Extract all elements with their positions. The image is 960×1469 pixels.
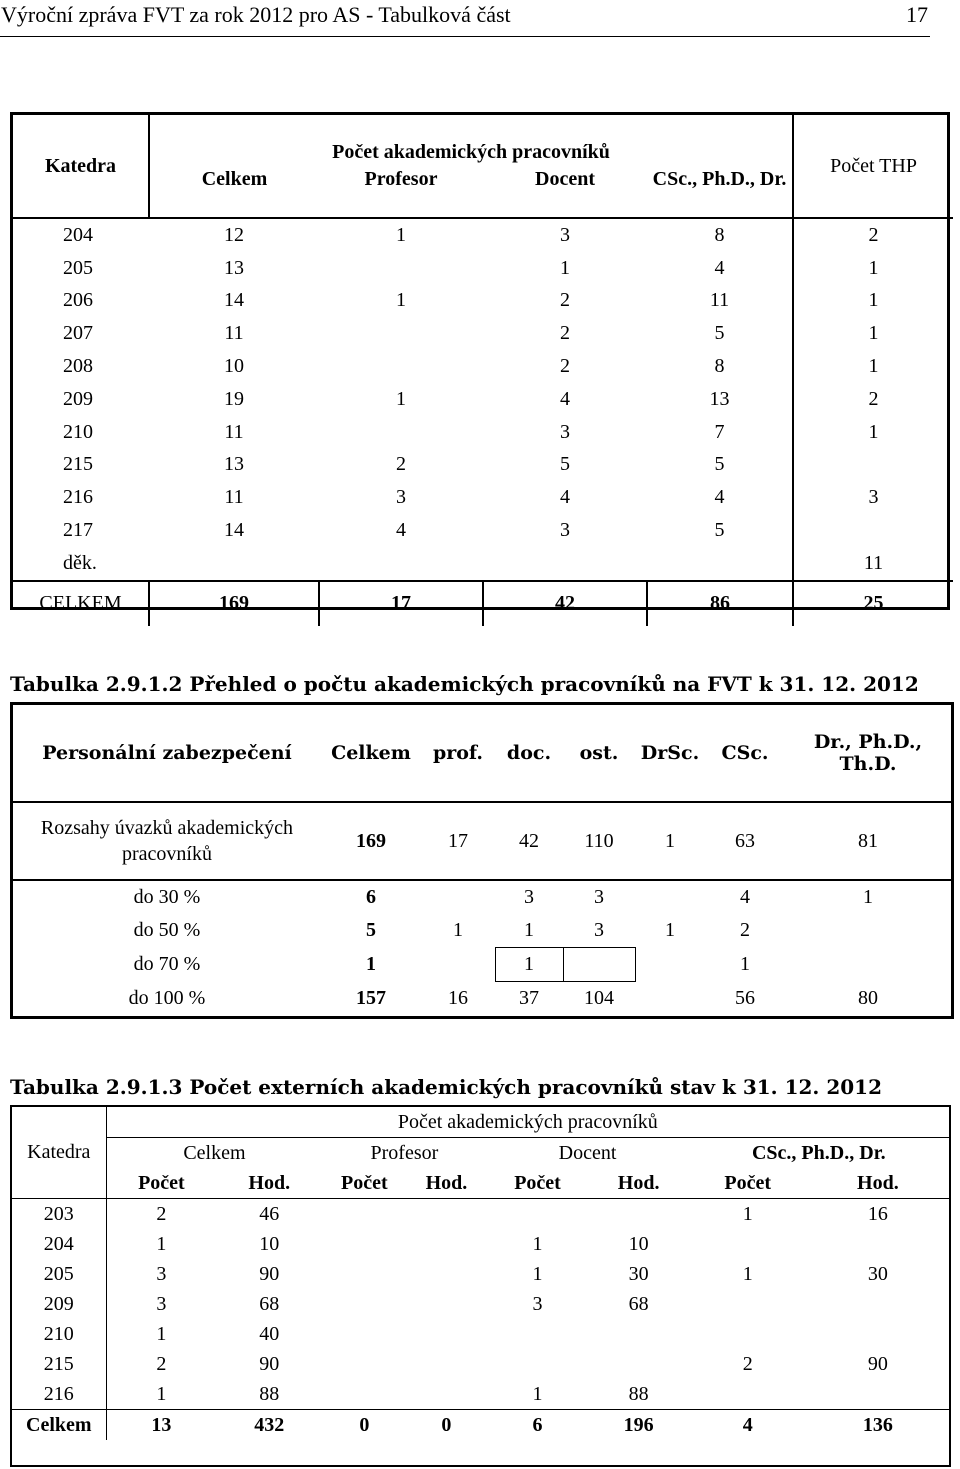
table-cell: 90 [867,1352,888,1375]
col-header: CSc., Ph.D., Dr. [647,168,793,218]
table-cell: 6 [366,886,376,908]
sub-header: Hod. [406,1168,486,1199]
table-cell [319,416,483,449]
table-cell: 4 [396,519,406,542]
table-cell: 4 [560,486,570,509]
col-header: Docent [483,168,647,218]
table-cell [486,1199,588,1230]
table-row [12,1289,949,1319]
table-row [13,914,951,948]
total-cell: 4 [689,1410,807,1441]
table-cell [689,1289,807,1319]
table-cell [589,1349,689,1379]
row-label: do 30 % [133,886,201,908]
header-thp: Počet THP [793,115,953,218]
col-header: CSc., Ph.D., Dr. [751,1141,886,1164]
table-cell [319,350,483,383]
table-cell: 37 [519,987,539,1009]
table-cell: 2 [742,1352,753,1375]
table-cell: 1 [396,289,406,312]
table-row [13,880,951,914]
table-row [13,383,953,416]
table-cell: 1 [495,948,563,982]
table-cell [807,1289,949,1319]
sub-header: Hod. [589,1168,689,1199]
table-cell: 14 [224,519,244,542]
table-cell [635,982,705,1016]
table-cell: 1 [106,1319,216,1349]
table-cell [589,1319,689,1349]
table-cell: 63 [705,802,785,880]
total-label: Celkem [12,1410,106,1441]
table-cell: 68 [259,1292,280,1315]
page-title: Výroční zpráva FVT za rok 2012 pro AS - Tabulková část [1,2,511,27]
row-label: 204 [63,223,93,246]
sub-header: Počet [322,1168,406,1199]
row-label: 210 [63,420,93,443]
table-cell [421,880,495,914]
table-cell: 3 [793,481,953,514]
col-header: Profesor [370,1141,439,1164]
table-cell: 68 [628,1292,649,1315]
table-cell: 1 [532,1262,543,1285]
table-cell: 13 [224,256,244,279]
table-cell [793,514,953,547]
total-cell: 13 [106,1410,216,1441]
table-cell: 1 [863,886,873,908]
table-cell: 12 [224,223,244,246]
table-row [13,948,951,982]
sub-header: Počet [106,1168,216,1199]
table-cell: 1 [793,317,953,350]
table-cell [807,1229,949,1259]
table-cell: 1 [740,953,750,975]
row-label: 215 [43,1352,74,1375]
table-cell: 1 [560,256,570,279]
table-cell [647,547,793,581]
table-cell: 1 [106,1229,216,1259]
table-cell: 56 [735,986,755,1009]
table-cell: 2 [793,383,953,416]
sub-header: Hod. [216,1168,322,1199]
table-cell [689,1319,807,1349]
table-cell: 3 [594,919,604,941]
table-cell: 30 [628,1262,649,1285]
table-cell: 7 [714,420,725,443]
academic-staff-table [10,112,950,615]
table-cell: 2 [740,919,750,942]
table-cell: 1 [396,223,406,246]
table-cell: 88 [259,1382,280,1405]
table-cell: 90 [259,1262,280,1285]
table-row [13,449,953,482]
col-header: Celkem [106,1138,322,1169]
total-cell: 6 [486,1410,588,1441]
table-cell: 1 [635,802,705,880]
row-label: 204 [43,1232,74,1255]
table-caption-3: Tabulka 2.9.1.3 Počet externích akademických pracovníků stav k 31. 12. 2012 [10,1075,883,1099]
table-cell: 11 [224,420,244,443]
table-cell: 169 [321,802,421,880]
row-label: 208 [63,355,93,378]
table-row [13,285,953,318]
table-cell [319,317,483,350]
table-cell: 3 [106,1259,216,1289]
table-cell [406,1289,486,1319]
table-cell: 11 [793,547,953,581]
table-cell [322,1229,406,1259]
row-label: 205 [63,256,93,279]
row-label: 215 [63,453,93,476]
table-cell [807,1319,949,1349]
table-cell: 3 [560,420,570,443]
total-cell: 42 [483,581,647,626]
table-cell [563,948,635,982]
row-label: 210 [43,1322,74,1345]
table-cell [319,547,483,581]
row-label: do 50 % [133,919,201,942]
col-header: Dr., Ph.D., Th.D. [785,705,951,802]
table-cell: 11 [224,486,244,509]
table-row [12,1349,949,1379]
table-cell: 2 [396,453,406,476]
table-cell: 3 [560,519,570,542]
total-cell: 25 [793,581,953,626]
table-row [13,317,953,350]
table-cell [322,1289,406,1319]
table-cell: 5 [714,519,725,542]
header-group: Počet akademických pracovníků [106,1107,949,1138]
staff-workload-table [10,702,954,1019]
table-cell [149,547,319,581]
table-row [13,481,953,514]
table-cell: 1 [793,416,953,449]
table-row [13,416,953,449]
table-cell: 1 [742,1202,753,1225]
table-cell [322,1349,406,1379]
external-staff-table [10,1105,951,1467]
table-cell: 3 [396,486,406,509]
table-cell: 1 [793,285,953,318]
table-row [12,1319,949,1349]
page-number: 17 [906,2,928,27]
total-cell: 136 [807,1410,949,1441]
table-cell: 1 [524,919,534,941]
table-cell [322,1199,406,1230]
table-cell: 1 [793,350,953,383]
table-cell: 2 [793,218,953,252]
table-cell: 4 [560,387,570,410]
table-cell [689,1379,807,1410]
total-cell: 196 [589,1410,689,1441]
table-cell: 19 [224,387,244,410]
total-cell: 0 [322,1410,406,1441]
table-cell [486,1319,588,1349]
table-cell [793,449,953,482]
table-cell: 1 [742,1262,753,1285]
table-cell [406,1349,486,1379]
table-cell: 81 [785,802,951,880]
table-cell: 16 [448,986,468,1009]
table-cell [483,547,647,581]
row-label: 205 [43,1262,74,1285]
table-row [13,350,953,383]
table-cell: 11 [224,322,244,345]
col-header: Profesor [319,168,483,218]
table-cell [689,1229,807,1259]
row-label: 217 [63,519,93,542]
table-cell: 5 [714,453,725,476]
header-personal: Personální zabezpečení [13,705,321,802]
total-cell: 17 [319,581,483,626]
col-header: CSc. [705,705,785,802]
table-cell: 88 [628,1382,649,1405]
table-cell [589,1199,689,1230]
table-cell: 3 [532,1292,543,1315]
table-cell: 1 [106,1379,216,1410]
row-label: 207 [63,322,93,345]
header-katedra: Katedra [13,115,149,218]
table-cell: 5 [714,322,725,345]
table-caption-2: Tabulka 2.9.1.2 Přehled o počtu akademických pracovníků na FVT k 31. 12. 2012 [10,672,919,696]
row-label: 206 [63,289,93,312]
col-header: DrSc. [635,705,705,802]
col-header: prof. [421,705,495,802]
sub-header: Hod. [807,1168,949,1199]
table-cell: 1 [396,387,406,410]
table-cell: 1 [366,953,376,975]
sub-header: Počet [689,1168,807,1199]
table-cell: 8 [714,223,725,246]
table-row [13,514,953,547]
table-cell: 8 [714,355,725,378]
table-cell [785,948,951,982]
col-header: ost. [563,705,635,802]
total-label: CELKEM [13,581,149,626]
table-cell [635,948,705,982]
table-cell: 90 [259,1352,280,1375]
total-cell: 432 [216,1410,322,1441]
table-cell: 3 [560,223,570,246]
table-row [13,218,953,252]
header-katedra: Katedra [12,1107,106,1199]
table-cell: 10 [259,1232,280,1255]
table-cell: 17 [421,802,495,880]
table-cell: 42 [495,802,563,880]
table-cell [406,1259,486,1289]
table-cell [635,880,705,914]
table-cell: 10 [224,355,244,378]
table-cell: 46 [259,1202,280,1225]
col-header: Docent [558,1141,617,1164]
table-cell: 1 [793,252,953,285]
row-label: 209 [43,1292,74,1315]
table-cell: 1 [665,919,675,942]
table-cell: 3 [524,886,534,908]
table-cell: 2 [560,289,570,312]
table-row [12,1379,949,1410]
table-cell [406,1319,486,1349]
table-row [12,1229,949,1259]
table-cell [785,914,951,948]
table-cell: 4 [740,886,750,908]
table-cell: 2 [560,322,570,345]
row-label: do 70 % [133,953,201,975]
row-label: do 100 % [128,986,206,1009]
table-cell: 1 [532,1232,543,1255]
table-cell: 80 [858,986,878,1009]
total-cell: 86 [647,581,793,626]
table-cell: 13 [709,387,730,410]
header-group: Počet akademických pracovníků [332,141,610,163]
sub-header: Počet [486,1168,588,1199]
table-cell: 2 [106,1349,216,1379]
total-cell: 169 [149,581,319,626]
table-row [13,252,953,285]
col-header: doc. [495,705,563,802]
table-cell: 104 [584,987,614,1009]
table-cell [807,1379,949,1410]
table-row [12,1259,949,1289]
table-cell [406,1379,486,1410]
table-row [13,547,953,581]
page-header [0,0,930,37]
row-label: 216 [43,1382,74,1405]
table-cell: 157 [356,986,386,1009]
table-cell: 40 [259,1322,280,1345]
table-cell [406,1199,486,1230]
table-cell [322,1259,406,1289]
table-cell: 13 [224,453,244,476]
table-cell: 10 [628,1232,649,1255]
col-header: Celkem [149,168,319,218]
table-cell: 2 [560,355,570,378]
table-cell [421,948,495,982]
table-cell: 14 [224,289,244,312]
table-cell [322,1319,406,1349]
table-cell [322,1379,406,1410]
row-label: děk. [63,551,97,574]
table-cell: 5 [366,919,376,942]
table-cell: 110 [563,802,635,880]
row-label: Rozsahy úvazků akademických pracovníků [13,802,321,880]
table-cell: 4 [714,486,725,509]
table-cell [406,1229,486,1259]
table-cell: 1 [532,1382,543,1405]
table-row [13,802,951,880]
table-cell [486,1349,588,1379]
table-cell: 4 [714,256,725,279]
table-cell: 2 [106,1199,216,1230]
table-cell: 1 [453,919,463,942]
table-row [13,982,951,1016]
row-label: 203 [43,1202,74,1225]
table-cell: 11 [709,289,730,312]
table-cell: 3 [594,886,604,908]
row-label: 209 [63,387,93,410]
table-cell: 30 [867,1262,888,1285]
col-header: Celkem [321,705,421,802]
table-cell: 5 [560,453,570,476]
row-label: 216 [63,486,93,509]
table-cell: 16 [867,1202,888,1225]
table-cell: 3 [106,1289,216,1319]
table-row [12,1199,949,1230]
total-cell: 0 [406,1410,486,1441]
table-cell [319,252,483,285]
